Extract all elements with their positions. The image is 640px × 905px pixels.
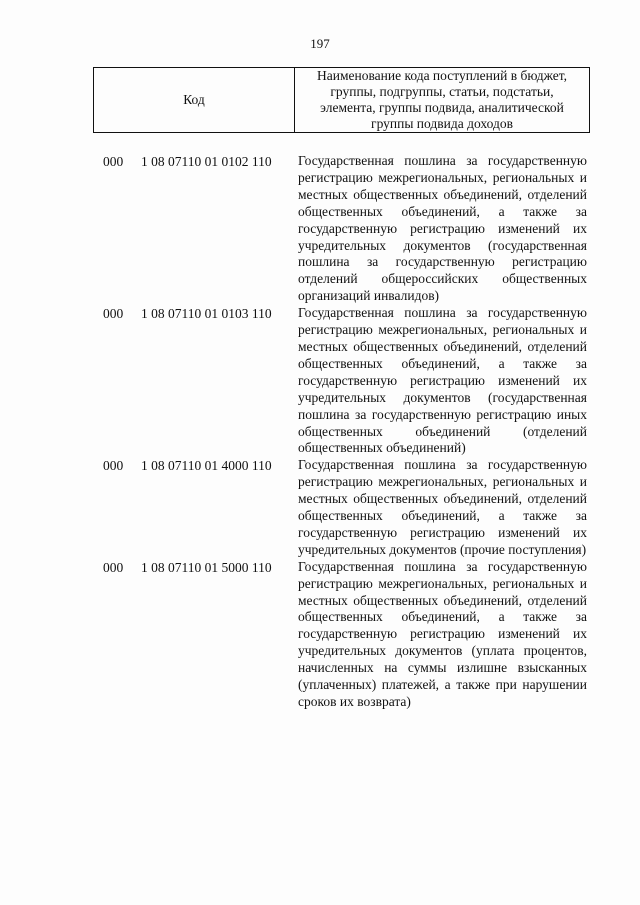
table-row (0, 153, 640, 305)
revenue-description: Государственная пошлина за государственную регистрацию межрегиональных, региональных и местных общественных объединений, отделений общественных объединений, а также за государственную регистрацию изменений их учредительных документов (прочие поступления) (298, 457, 587, 557)
table-header (93, 67, 590, 133)
revenue-code: 1 08 07110 01 4000 110 (141, 458, 272, 474)
table-row (0, 305, 640, 457)
header-code-cell: Код (94, 68, 295, 132)
revenue-code: 1 08 07110 01 0102 110 (141, 154, 272, 169)
admin-code: 000 (103, 154, 124, 169)
header-name-cell: Наименование кода поступлений в бюджет, группы, подгруппы, статьи, подстатьи, элемента, группы подвида, аналитической группы подвида доходов (316, 68, 567, 131)
admin-code: 000 (103, 559, 124, 575)
revenue-description: Государственная пошлина за государственную регистрацию межрегиональных, региональных и местных общественных объединений, отделений общественных объединений, а также за государственную регистрацию изменений их учредительных документов (государственная пошлина за государственную регистрацию иных общественных объединений (отделений общественных объединений) (298, 305, 587, 456)
revenue-code: 1 08 07110 01 5000 110 (141, 559, 272, 575)
revenue-code: 1 08 07110 01 0103 110 (141, 306, 272, 322)
table-row (0, 457, 640, 558)
table-body (0, 153, 640, 711)
revenue-description: Государственная пошлина за государственную регистрацию межрегиональных, региональных и местных общественных объединений, отделений общественных объединений, а также за государственную регистрацию изменений их учредительных документов (уплата процентов, начисленных на суммы излишне взысканных (уплаченных) платежей, а также при нарушении сроков их возврата) (298, 558, 587, 709)
table-row (0, 559, 640, 711)
admin-code: 000 (103, 306, 124, 322)
revenue-description: Государственная пошлина за государственную регистрацию межрегиональных, региональных и местных общественных объединений, отделений общественных объединений, а также за государственную регистрацию изменений их учредительных документов (государственная пошлина за государственную регистрацию отделений общероссийских общественных организаций инвалидов) (298, 153, 587, 304)
page-number: 197 (310, 36, 330, 51)
admin-code: 000 (103, 458, 124, 474)
